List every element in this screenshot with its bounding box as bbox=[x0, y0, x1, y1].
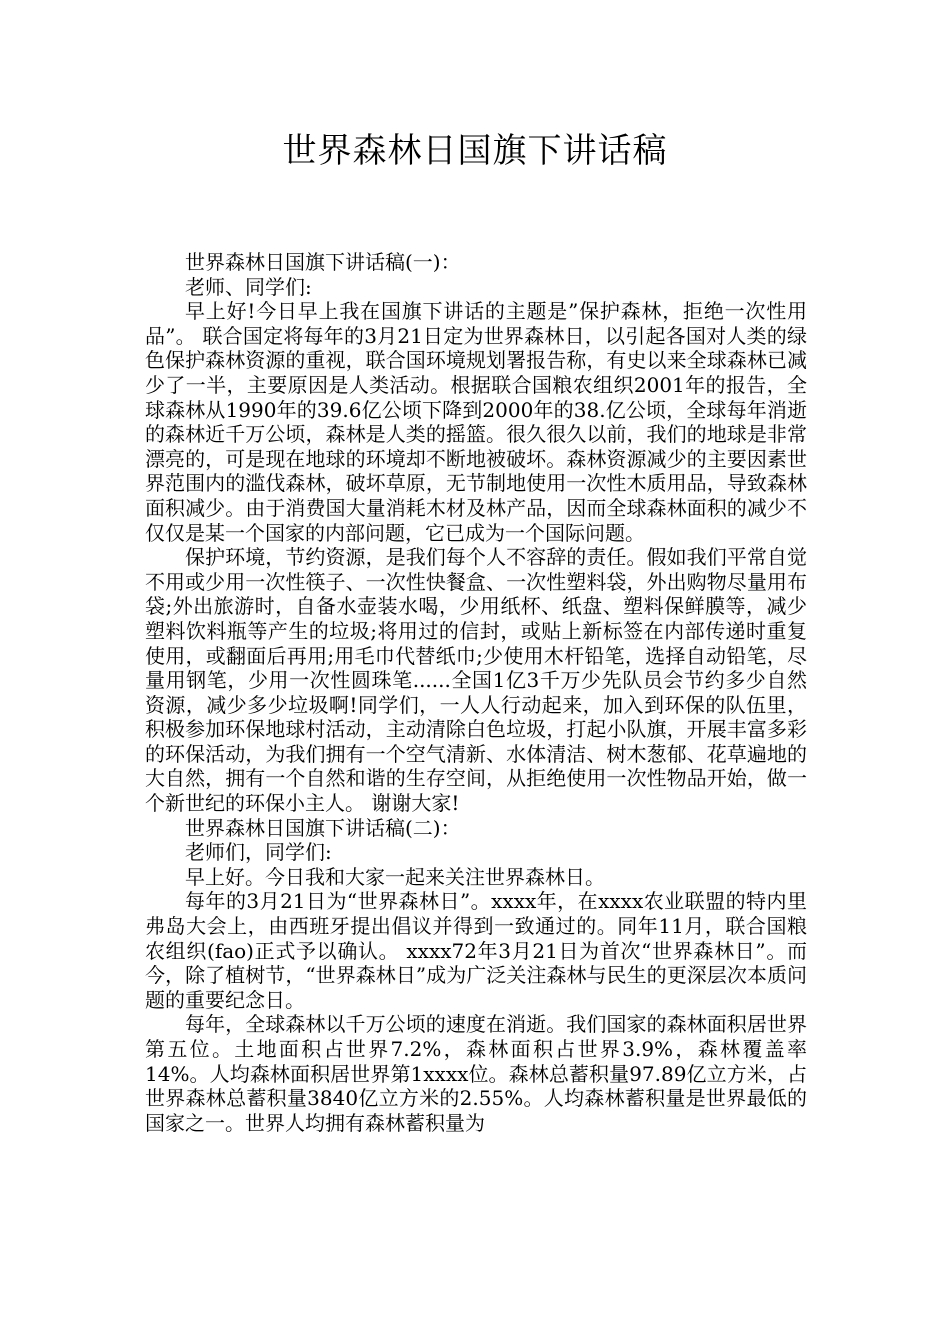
document-title: 世界森林日国旗下讲话稿 bbox=[282, 131, 668, 171]
paragraph-environmental-protection: 保护环境，节约资源，是我们每个人不容辞的责任。假如我们平常自觉不用或少用一次性筷子、一次性快餐盒、一次性塑料袋，外出购物尽量用布袋;外出旅游时，自备水壶装水喝，少用纸杯、纸盘、塑料保鲜膜等，减少塑料饮料瓶等产生的垃圾;将用过的信封，或贴上新标签在内部传递时重复使用，或翻面后再用;用毛巾代替纸巾;少使用木杆铅笔，选择自动铅笔，尽量用钢笔，少用一次性圆珠笔......全国1亿3千万少先队员会节约多少自然资源，减少多少垃圾啊!同学们，一人人行动起来，加入到环保的队伍里，积极参加环保地球村活动，主动清除白色垃圾，打起小队旗，开展丰富多彩的环保活动，为我们拥有一个空气清新、水体清洁、树木葱郁、花草遍地的大自然，拥有一个自然和谐的生存空间，从拒绝使用一次性物品开始，做一个新世纪的环保小主人。 谢谢大家! bbox=[145, 545, 807, 816]
paragraph-forest-day-history: 每年的3月21日为“世界森林日”。xxxx年，在xxxx农业联盟的特内里弗岛大会上，由西班牙提出倡议并得到一致通过的。同年11月，联合国粮农组织(fao)正式予以确认。 xxxx72年3月21日为首次“世界森林日”。而今，除了植树节，“世界森林日”成为广泛关注森林与民生的更深层次本质问题的重要纪念日。 bbox=[145, 889, 807, 1012]
document-body bbox=[145, 250, 807, 1135]
paragraph-forest-statistics: 每年，全球森林以千万公顷的速度在消逝。我们国家的森林面积居世界第五位。土地面积占世界7.2%，森林面积占世界3.9%，森林覆盖率14%。人均森林面积居世界第1xxxx位。森林总蓄积量97.89亿立方米，占世界森林总蓄积量3840亿立方米的2.55%。人均森林蓄积量是世界最低的国家之一。世界人均拥有森林蓄积量为 bbox=[145, 1012, 807, 1135]
paragraph-speech-1-heading: 世界森林日国旗下讲话稿(一)： bbox=[185, 250, 461, 274]
paragraph-speech-2-heading: 世界森林日国旗下讲话稿(二)： bbox=[185, 815, 461, 840]
paragraph-forest-loss: 早上好!今日早上我在国旗下讲话的主题是”保护森林，拒绝一次性用品”。 联合国定将每年的3月21日定为世界森林日，以引起各国对人类的绿色保护森林资源的重视，联合国环境规划署报告称，有史以来全球森林已减少了一半，主要原因是人类活动。根据联合国粮农组织2001年的报告，全球森林从1990年的39.6亿公顷下降到2000年的38.亿公顷，全球每年消逝的森林近千万公顷，森林是人类的摇篮。很久很久以前，我们的地球是非常漂亮的，可是现在地球的环境却不断地被破坏。森林资源减少的主要因素世界范围内的滥伐森林，破坏草原，无节制地使用一次性木质用品，导致森林面积减少。由于消费国大量消耗木材及林产品，因而全球森林面积的减少不仅仅是某一个国家的内部问题，它已成为一个国际问题。 bbox=[145, 299, 807, 545]
paragraph-greeting-1: 老师、同学们: bbox=[185, 274, 312, 299]
paragraph-greeting-2: 老师们，同学们: bbox=[185, 840, 332, 865]
paragraph-morning-greeting: 早上好。今日我和大家一起来关注世界森林日。 bbox=[185, 864, 605, 889]
